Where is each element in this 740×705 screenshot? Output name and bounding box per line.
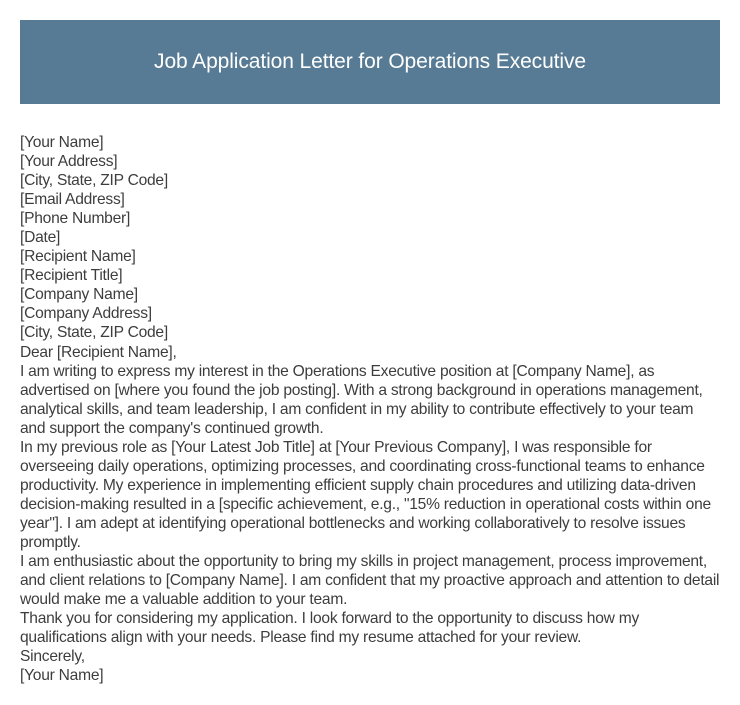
recipient-title: [Recipient Title] (20, 267, 123, 285)
sender-name: [Your Name] (20, 134, 104, 151)
sender-phone: [Phone Number] (20, 210, 131, 228)
recipient-block (20, 247, 720, 342)
recipient-company: [Company Name] (20, 286, 138, 304)
paragraph-experience: In my previous role as [Your Latest Job Title] at [Your Previous Company], I was responsible for overseeing daily operations, optimizing processes, and coordinating cross-functional teams to enhance productivity. My experience in implementing efficient supply chain procedures and utilizing data-driven decision-making resulted in a [specific achievement, e.g., "15% reduction in operational costs within one year"]. I am adept at identifying operational bottlenecks and working collaboratively to resolve issues promptly. (20, 438, 711, 551)
paragraph-thanks: Thank you for considering my application. I look forward to the opportunity to discuss how my qualifications align with your needs. Please find my resume attached for your review. (20, 610, 640, 647)
sender-email: [Email Address] (20, 191, 125, 209)
sender-address: [Your Address] (20, 153, 118, 171)
paragraph-intro: I am writing to express my interest in the Operations Executive position at [Company Name], as advertised on [where you found the job posting]. With a strong background in operations management, analytical skills, and team leadership, I am confident in my ability to contribute effectively to your team and support the company's continued growth. (20, 362, 703, 437)
page-title: Job Application Letter for Operations Executive (154, 50, 586, 73)
letter-header-banner (20, 20, 720, 104)
recipient-city-state-zip: [City, State, ZIP Code] (20, 324, 168, 342)
closing: Sincerely, (20, 648, 85, 666)
sender-city-state-zip: [City, State, ZIP Code] (20, 172, 168, 190)
letter-date: [Date] (20, 229, 61, 247)
recipient-address: [Company Address] (20, 305, 152, 323)
paragraph-enthusiasm: I am enthusiastic about the opportunity to bring my skills in project management, process improvement, and client relations to [Company Name]. I am confident that my proactive approach and attention to detail would make me a valuable addition to your team. (20, 553, 720, 609)
recipient-name: [Recipient Name] (20, 248, 136, 266)
letter-body (20, 133, 720, 685)
sender-block (20, 133, 720, 228)
salutation: Dear [Recipient Name], (20, 343, 177, 361)
signature: [Your Name] (20, 667, 104, 685)
